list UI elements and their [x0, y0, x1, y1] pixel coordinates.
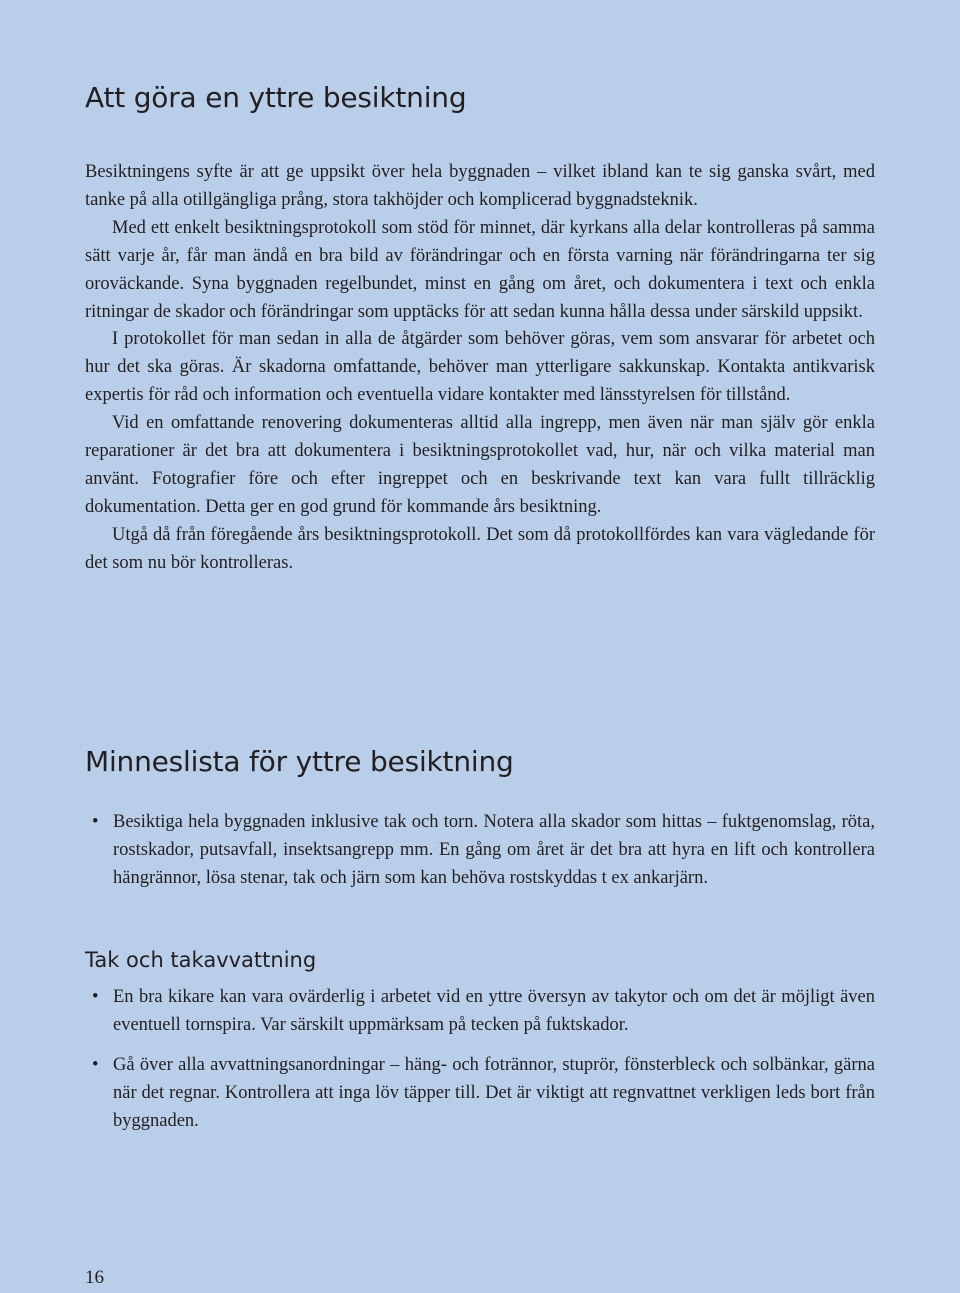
- paragraph-renovering: Vid en omfattande renovering dokumenteras alltid alla ingrepp, men även när man själv gör enkla reparationer är det bra att dokumentera i besiktningsprotokollet vad, hur, när och vilka material man använt. Fotografier före och efter ingreppet och en beskrivande text kan vara fullt tillräcklig dokumentation. Detta ger en god grund för kommande års besiktning.: [85, 413, 875, 517]
- bullet-icon: •: [92, 812, 99, 832]
- list-item-text: Besiktiga hela byggnaden inklusive tak och torn. Notera alla skador som hittas – fuktgenomslag, röta, rostskador, putsavfall, insektsangrepp mm. En gång om året är det bra att hyra en lift och kontrollera hängrännor, lösa stenar, tak och järn som kan behöva rostskyddas t ex ankarjärn.: [113, 812, 875, 888]
- list-item: [85, 983, 875, 1039]
- page-number: 16: [85, 1267, 104, 1288]
- section-heading-yttre-besiktning: Att göra en yttre besiktning: [85, 81, 467, 114]
- list-item-text: En bra kikare kan vara ovärderlig i arbetet vid en yttre översyn av takytor och om det är möjligt även eventuell tornspira. Var särskilt uppmärksam på tecken på fuktskador.: [113, 987, 875, 1035]
- bullet-icon: •: [92, 1055, 99, 1075]
- list-item-text: Gå över alla avvattningsanordningar – häng- och fotrännor, stuprör, fönsterbleck och solbänkar, gärna när det regnar. Kontrollera att inga löv täpper till. Det är viktigt att regnvattnet verkligen leds bort från byggnaden.: [113, 1055, 875, 1131]
- checklist-minneslista: [85, 808, 875, 892]
- section-heading-minneslista: Minneslista för yttre besiktning: [85, 745, 514, 778]
- paragraph-atgarder: I protokollet för man sedan in alla de åtgärder som behöver göras, vem som ansvarar för arbetet och hur det ska göras. Är skadorna omfattande, behöver man ytterligare sakkunskap. Kontakta antikvarisk expertis för råd och information och eventuella vidare kontakter med länsstyrelsen för tillstånd.: [85, 329, 875, 406]
- bullet-icon: •: [92, 987, 99, 1007]
- paragraph-protokoll: Med ett enkelt besiktningsprotokoll som stöd för minnet, där kyrkans alla delar kontrolleras på samma sätt varje år, får man ändå en bra bild av förändringar och en första varning när förändringarna ter sig oroväckande. Syna byggnaden regelbundet, minst en gång om året, och dokumentera i text och enkla ritningar de skador och förändringar som upptäcks för att sedan kunna hålla dessa under särskild uppsikt.: [85, 217, 875, 322]
- checklist-tak: [85, 983, 875, 1135]
- section-body-yttre-besiktning: [85, 159, 875, 578]
- list-item: [85, 808, 875, 892]
- subheading-tak-och-takavvattning: Tak och takavvattning: [85, 948, 317, 972]
- paragraph-foregaende: Utgå då från föregående års besiktningsprotokoll. Det som då protokollfördes kan vara vägledande för det som nu bör kontrolleras.: [85, 524, 875, 573]
- list-item: [85, 1051, 875, 1135]
- paragraph-intro: Besiktningens syfte är att ge uppsikt över hela byggnaden – vilket ibland kan te sig ganska svårt, med tanke på alla otillgängliga prång, stora takhöjder och komplicerad byggnadsteknik.: [85, 162, 875, 210]
